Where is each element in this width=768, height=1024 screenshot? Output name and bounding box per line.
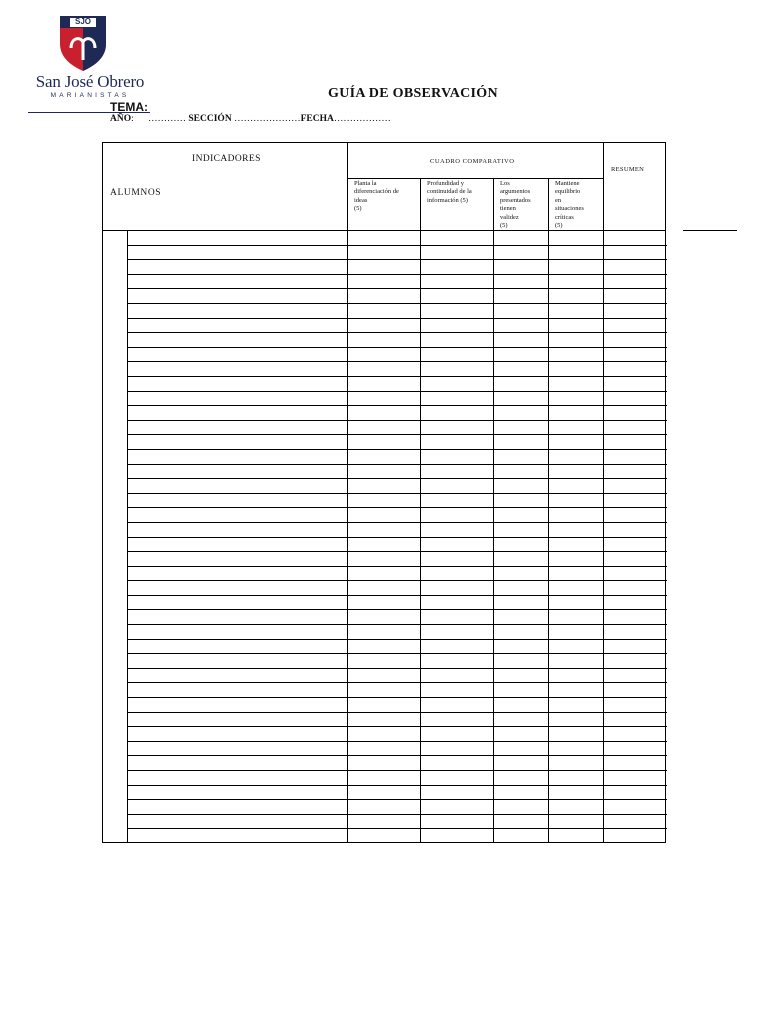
criterion-2-line: información (5) <box>427 196 468 204</box>
criterion-4-line: Mantiene <box>555 180 580 187</box>
table-row[interactable] <box>127 464 667 465</box>
criterion-2-line: Profundidad y <box>427 180 465 187</box>
table-row[interactable] <box>127 259 667 260</box>
criterion-1-line: (5) <box>354 205 362 213</box>
criterion-3-line: validez <box>500 213 519 221</box>
table-row[interactable] <box>127 537 667 538</box>
tema-label: TEMA: <box>110 100 148 114</box>
criterion-1-header <box>354 180 416 214</box>
criterion-4-line: situaciones <box>555 205 584 213</box>
table-row[interactable] <box>127 361 667 362</box>
meta-line <box>110 114 391 124</box>
fecha-label: FECHA <box>300 114 334 124</box>
table-row[interactable] <box>127 624 667 625</box>
table-row[interactable] <box>127 449 667 450</box>
cuadro-comparativo-header: CUADRO COMPARATIVO <box>430 158 515 165</box>
table-row[interactable] <box>127 770 667 771</box>
anio-field[interactable]: ………… <box>148 114 187 124</box>
table-row[interactable] <box>127 303 667 304</box>
indicadores-header: INDICADORES <box>192 154 261 164</box>
table-row[interactable] <box>127 741 667 742</box>
criteria-divider-1 <box>420 178 421 843</box>
table-row[interactable] <box>127 420 667 421</box>
table-row[interactable] <box>127 799 667 800</box>
table-row[interactable] <box>127 682 667 683</box>
criteria-divider-2 <box>493 178 494 843</box>
table-row[interactable] <box>127 814 667 815</box>
criterion-1-line: ideas <box>354 196 368 204</box>
criterion-4-line: críticas <box>555 213 574 221</box>
table-row[interactable] <box>127 347 667 348</box>
logo-initials: SJO <box>74 17 91 26</box>
table-row[interactable] <box>127 712 667 713</box>
document-title: GUÍA DE OBSERVACIÓN <box>328 86 498 101</box>
criterion-1-line: Planta la <box>354 180 377 187</box>
table-row[interactable] <box>127 507 667 508</box>
school-name: San José Obrero <box>35 72 145 91</box>
resumen-header: RESUMEN <box>611 166 645 173</box>
criterion-2-line: continuidad de la <box>427 188 472 196</box>
table-row[interactable] <box>127 580 667 581</box>
table-row[interactable] <box>127 478 667 479</box>
anio-colon: : <box>131 114 134 124</box>
criteria-divider-3 <box>548 178 549 843</box>
table-row[interactable] <box>127 245 667 246</box>
table-row[interactable] <box>127 288 667 289</box>
table-row[interactable] <box>127 405 667 406</box>
table-row[interactable] <box>127 726 667 727</box>
table-row[interactable] <box>127 595 667 596</box>
table-row[interactable] <box>127 376 667 377</box>
table-row[interactable] <box>127 551 667 552</box>
table-row[interactable] <box>127 697 667 698</box>
criterion-3-line: (5) <box>500 222 508 230</box>
alumnos-header: ALUMNOS <box>110 188 162 198</box>
table-row[interactable] <box>127 434 667 435</box>
criterion-4-line: en <box>555 196 562 204</box>
seccion-label: SECCIÓN <box>188 114 232 124</box>
table-row[interactable] <box>127 391 667 392</box>
criterion-4-header <box>555 180 601 230</box>
table-row[interactable] <box>127 668 667 669</box>
table-row[interactable] <box>127 332 667 333</box>
cuadro-underline <box>347 178 603 179</box>
table-row[interactable] <box>127 828 667 829</box>
table-row[interactable] <box>127 318 667 319</box>
criterion-3-line: tienen <box>500 205 516 213</box>
anio-label: AÑO <box>110 114 132 124</box>
criterion-3-header <box>500 180 546 230</box>
side-rule <box>683 230 737 231</box>
criterion-2-header <box>427 180 489 205</box>
criterion-4-line: (5) <box>555 222 563 230</box>
criterion-3-line: presentados <box>500 196 531 204</box>
table-row[interactable] <box>127 566 667 567</box>
table-row[interactable] <box>127 639 667 640</box>
criterion-1-line: diferenciación de <box>354 188 399 196</box>
table-row[interactable] <box>127 653 667 654</box>
school-subtitle: MARIANISTAS <box>50 92 130 99</box>
table-row[interactable] <box>127 274 667 275</box>
table-row[interactable] <box>127 522 667 523</box>
seccion-field[interactable]: ………………… <box>234 114 301 124</box>
table-row[interactable] <box>127 785 667 786</box>
table-row[interactable] <box>127 493 667 494</box>
fecha-field[interactable]: ……………… <box>333 114 391 124</box>
school-logo <box>28 14 152 100</box>
table-row[interactable] <box>127 609 667 610</box>
criterion-3-line: Los <box>500 180 510 187</box>
table-row[interactable] <box>127 755 667 756</box>
criterion-3-line: argumentos <box>500 188 531 196</box>
criterion-4-line: equilibrio <box>555 188 581 196</box>
